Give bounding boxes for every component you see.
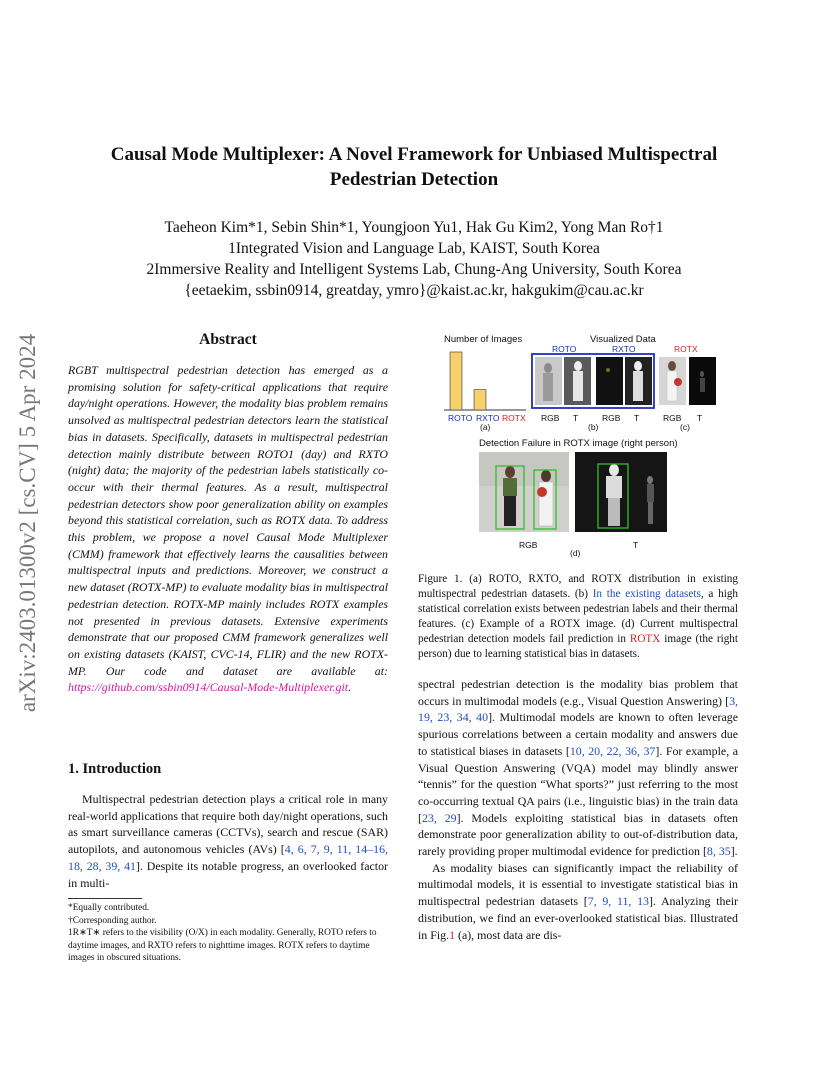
arxiv-stamp [8, 300, 48, 760]
rotx-t-label: T [697, 413, 703, 423]
arxiv-id: arXiv:2403.01300v2 [cs.CV] 5 Apr 2024 [15, 333, 40, 713]
figure-1-graphic [418, 330, 738, 565]
author-block [60, 217, 768, 301]
paragraph-dataset-bias [418, 860, 738, 944]
text-span: As modality biases can significantly impact the reliability of multimodal models, it is essential to investigate statistical bias in multispectral pedestrian datasets [ [418, 860, 738, 909]
panel-a-label: (a) [480, 422, 491, 432]
label-number-of-images: Number of Images [444, 334, 523, 345]
paper-title [60, 142, 768, 192]
panel-d-rgb-label: RGB [519, 540, 538, 550]
caption-part-2: , a high statistical correlation exists between pedestrian labels and their thermal features. (c) Example of a ROTX image. (d) Current multispectral pedestrian detection models fail prediction in [418, 588, 739, 645]
bar-label-rxto: RXTO [476, 413, 500, 423]
text-span: spectral pedestrian detection is the modality bias problem that occurs in multimodal models (e.g., Visual Question Answering) [ [418, 677, 738, 708]
citation[interactable]: 7, 9, 11, 13 [587, 894, 649, 909]
affiliation-2: 2Immersive Reality and Intelligent Systems Lab, Chung-Ang University, South Korea [146, 261, 682, 278]
panel-d-t-label: T [633, 540, 639, 550]
figure-ref[interactable]: 1 [449, 927, 456, 942]
text-span: ]. [730, 844, 738, 859]
citation[interactable]: 3, 19, 23, 34, 40 [418, 693, 738, 725]
author-emails: {eetaekim, ssbin0914, greatday, ymro}@kaist.ac.kr, hakgukim@cau.ac.kr [184, 282, 644, 299]
code-link[interactable]: https://github.com/ssbin0914/Causal-Mode-Multiplexer.git [68, 680, 349, 695]
roto-t-label: T [573, 413, 579, 423]
panel-d-label: (d) [570, 548, 581, 558]
rotx-rgb-label: RGB [663, 413, 682, 423]
intro-text-a: Multispectral pedestrian detection plays a critical role in many real-world applications that require both day/night operations, such as smart surveillance cameras (CCTVs), search and rescue (SAR) autopilots, and autonomous vehicles (AVs) [ [68, 792, 388, 857]
intro-text-b: ]. Despite its notable progress, an overlooked factor in multi- [68, 858, 388, 890]
author-names: Taeheon Kim*1, Sebin Shin*1, Youngjoon Yu1, Hak Gu Kim2, Yong Man Ro†1 [164, 219, 664, 236]
rxto-t-label: T [634, 413, 640, 423]
bar-label-rotx: ROTX [502, 413, 526, 423]
group-label-roto: ROTO [552, 344, 577, 354]
footnote-corresponding: †Corresponding author. [68, 915, 157, 926]
citation[interactable]: 10, 20, 22, 36, 37 [569, 743, 656, 758]
caption-highlight-rotx: ROTX [629, 633, 661, 645]
bar-roto [450, 352, 462, 410]
abstract-body: RGBT multispectral pedestrian detection has emerged as a promising solution for safety-critical applications that require day/night operations. However, the modality bias problem remains unsolved as multispectral pedestrian detectors learn the statistical bias in datasets. Specifically, datasets in multispectral pedestrian detection mainly distribute between ROTO1 (day) and RXTO (night) data; the majority of the pedestrian labels statistically co-occur with their thermal features. As a result, multispectral pedestrian detectors show poor generalization ability on examples beyond this statistical correlation, such as ROTX data. To address this problem, we propose a novel Causal Mode Multiplexer (CMM) framework that effectively learns the causalities between multispectral inputs and predictions. Moreover, we construct a new dataset (ROTX-MP) to evaluate modality bias in multispectral pedestrian detection. ROTX-MP mainly includes ROTX examples not presented in previous datasets. Extensive experiments demonstrate that our proposed CMM framework generalizes well on existing datasets (KAIST, CVC-14, FLIR) and the new ROTX-MP. Our code and dataset are available at: [68, 363, 388, 678]
intro-paragraph [68, 791, 388, 891]
rxto-rgb-label: RGB [602, 413, 621, 423]
bar-rxto [474, 390, 486, 410]
text-span: ]. Multimodal models are known to often leverage spurious correlations between a certain modality and answers due to statistical biases in datasets [ [418, 710, 738, 758]
footnotes [68, 902, 388, 965]
affiliation-1: 1Integrated Vision and Language Lab, KAIST, South Korea [228, 240, 600, 257]
group-label-rotx: ROTX [674, 344, 698, 354]
panel-b-label: (b) [588, 422, 599, 432]
section-heading-introduction: 1. Introduction [68, 761, 162, 777]
abstract-text [68, 362, 388, 696]
caption-highlight-existing: In the existing datasets [592, 588, 701, 600]
footnote-equal: *Equally contributed. [68, 903, 150, 913]
roto-rgb-label: RGB [541, 413, 560, 423]
intro-citations[interactable]: 4, 6, 7, 9, 11, 14–16, 18, 28, 39, 41 [68, 842, 389, 873]
caption-part-1: Figure 1. (a) ROTO, RXTO, and ROTX distribution in existing multispectral pedestrian datasets. (b) [418, 573, 738, 600]
figure-1 [418, 330, 738, 565]
title-line-1: Causal Mode Multiplexer: A Novel Framework for Unbiased Multispectral [110, 144, 718, 165]
figure-1-caption [418, 572, 738, 662]
rxto-rgb-image [596, 357, 623, 405]
column-2-body [418, 676, 738, 943]
abstract-heading: Abstract [199, 331, 257, 348]
paragraph-modality-bias [418, 676, 738, 860]
text-span: ]. Analyzing their distribution, we find an ever-overlooked statistical bias. Illustrated in Fig. [418, 894, 738, 942]
panel-c-label: (c) [680, 422, 690, 432]
citation[interactable]: 8, 35 [706, 844, 731, 859]
caption-part-3: image (the right person) due to learning statistical bias in datasets. [418, 633, 739, 660]
footnote-rule [68, 898, 142, 899]
text-span: (a), most data are dis- [455, 927, 562, 942]
text-span: ]. For example, a Visual Question Answering (VQA) model may blindly answer “tennis” for the question “What sports?” just referring to the most co-occurring textual QA pairs (i.e., linguistic bias) in the train data [ [418, 743, 739, 825]
title-line-2: Pedestrian Detection [329, 169, 499, 190]
group-label-rxto: RXTO [612, 344, 636, 354]
abstract-end: . [348, 680, 352, 695]
footnote-visibility: 1R∗T∗ refers to the visibility (O/X) in each modality. Generally, ROTO refers to daytime images, and RXTO refers to nighttime images. ROTX refers to daytime images in obscured situations. [68, 928, 377, 963]
detection-failure-label: Detection Failure in ROTX image (right person) [479, 438, 678, 449]
citation[interactable]: 23, 29 [421, 810, 457, 825]
bar-label-roto: ROTO [448, 413, 473, 423]
text-span: ]. Models exploiting statistical bias in datasets often demonstrate poor generalization ability to out-of-distribution data, rarely providing proper multimodal evidence for prediction [ [418, 810, 738, 859]
label-visualized-data: Visualized Data [590, 334, 656, 345]
